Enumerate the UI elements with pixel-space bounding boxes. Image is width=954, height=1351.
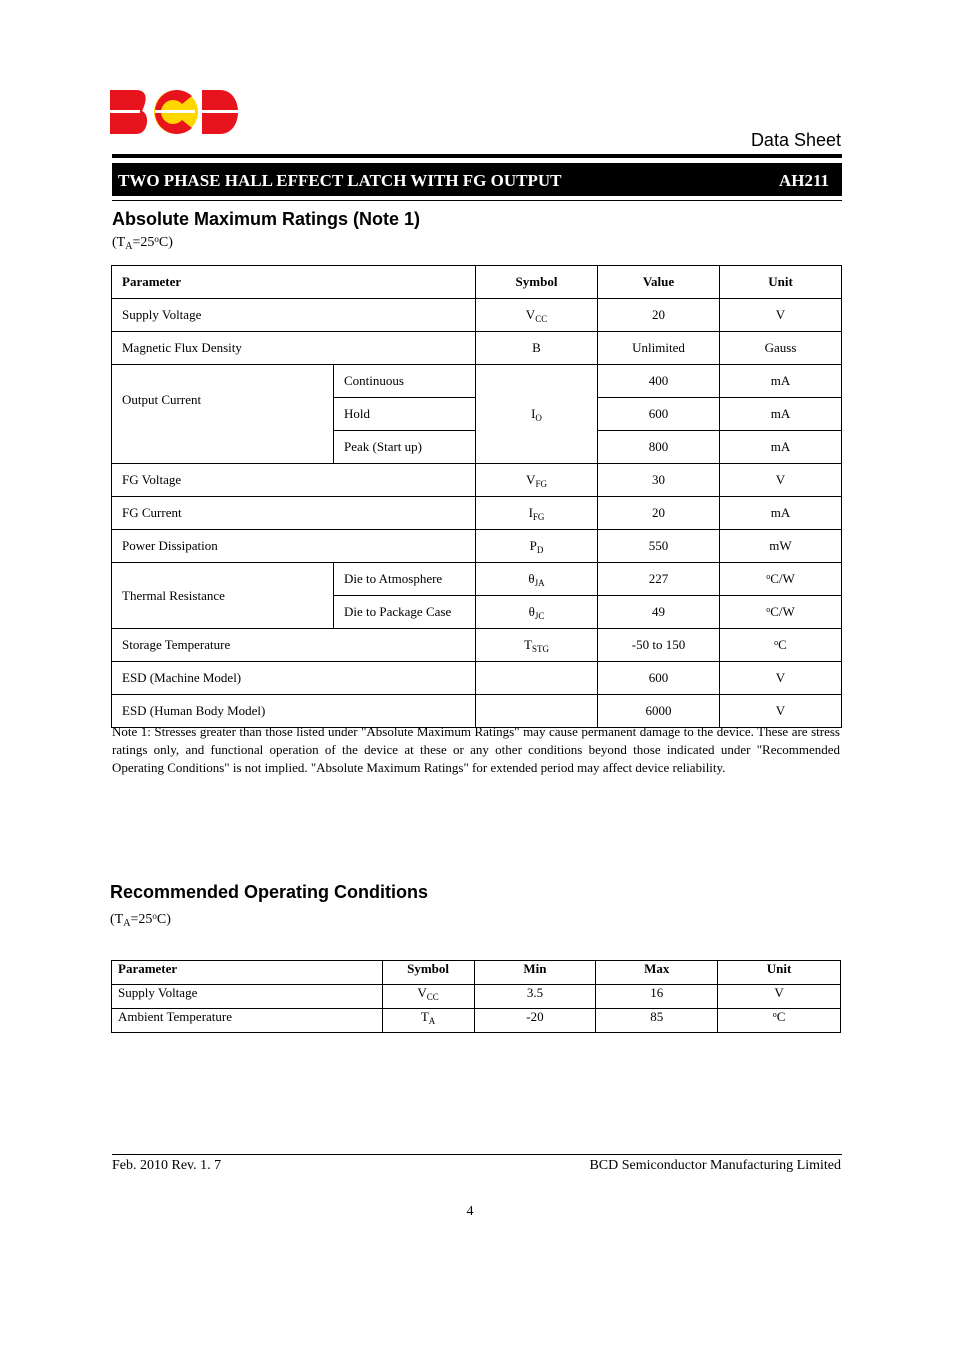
- amr-heading: Absolute Maximum Ratings (Note 1): [112, 209, 421, 229]
- bcd-logo: [110, 88, 242, 136]
- title-banner: [112, 163, 842, 196]
- table-row: FG Voltage $V_{FG}$ 30 V: [112, 464, 842, 497]
- table-row: Supply Voltage $V_{CC}$ 20 V: [112, 299, 842, 332]
- table-row: Die to Package Case $\theta_{JC}$ 49 $^o$C/W: [112, 596, 842, 629]
- amr-condition: $(T_A=25^oC)$: [112, 234, 173, 252]
- table-row: Thermal Resistance Die to Atmosphere $\theta_{JA}$ 227 $^o$C/W: [112, 563, 842, 596]
- page-number: 4: [466, 1204, 474, 1219]
- amr-table: [111, 265, 842, 728]
- logo-text: BCD: [110, 88, 113, 89]
- table-row: Magnetic Flux Density B Unlimited Gauss: [112, 332, 842, 365]
- footer-rule: [112, 1154, 842, 1155]
- footer-company: BCD Semiconductor Manufacturing Limited: [589, 1158, 841, 1173]
- table-row: Output Current Continuous $I_O$ 400 mA: [112, 365, 842, 398]
- table-row: ESD (Human Body Model) 6000 V: [112, 695, 842, 728]
- roc-condition: $(T_A=25^oC)$: [110, 911, 171, 929]
- roc-heading: Recommended Operating Conditions: [110, 882, 429, 902]
- footer-date-rev: Feb. 2010 Rev. 1. 7: [112, 1158, 222, 1173]
- col-unit: Unit: [720, 266, 842, 299]
- table-header-row: [112, 266, 842, 299]
- doc-title: TWO PHASE HALL EFFECT LATCH WITH FG OUTPUT: [118, 171, 562, 190]
- note-1: Note 1: Stresses greater than those listed under "Absolute Maximum Ratings" may cause permanent damage to the device. These are stress ratings only, and functional operation of the device at these or any other conditions beyond those indicated under "Recommended Operating Conditions" is not implied. "Absolute Maximum Ratings" for extended period may affect device reliability.: [112, 724, 840, 775]
- table-row: Ambient Temperature $T_A$ -20 85 $^o$C: [112, 1009, 841, 1033]
- col-symbol: Symbol: [476, 266, 598, 299]
- roc-table: [111, 960, 841, 1033]
- table-row: FG Current $I_{FG}$ 20 mA: [112, 497, 842, 530]
- table-row: ESD (Machine Model) 600 V: [112, 662, 842, 695]
- table-row: Supply Voltage $V_{CC}$ 3.5 16 V: [112, 985, 841, 1009]
- col-parameter: Parameter: [112, 266, 476, 299]
- table-row: Power Dissipation $P_D$ 550 mW: [112, 530, 842, 563]
- part-number: AH211: [778, 171, 829, 190]
- table-row: Hold 600 mA: [112, 398, 842, 431]
- col-value: Value: [598, 266, 720, 299]
- table-header-row: Parameter Symbol Min Max Unit: [112, 961, 841, 985]
- banner-rule: [112, 200, 842, 201]
- table-row: Peak (Start up) 800 mA: [112, 431, 842, 464]
- header-rule: [112, 154, 842, 158]
- table-row: Storage Temperature $T_{STG}$ -50 to 150 $^o$C: [112, 629, 842, 662]
- doc-type: Data Sheet: [750, 130, 841, 150]
